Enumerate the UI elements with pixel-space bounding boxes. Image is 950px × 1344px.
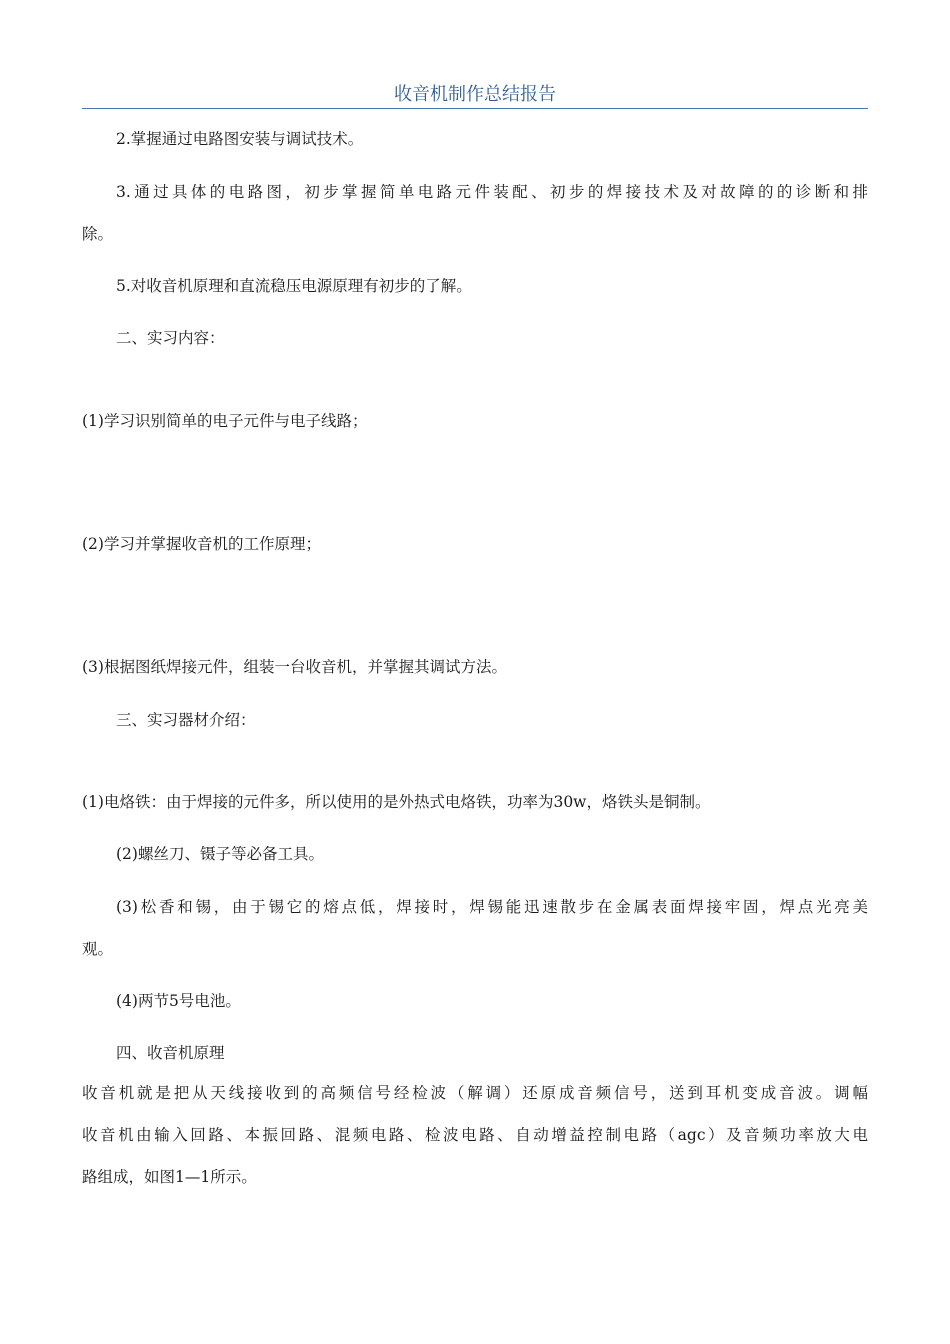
section-heading-practice-content: 二、实习内容： [116,329,225,347]
equipment-item-3-line-2: 观。 [82,940,114,958]
equipment-item-3-line-1: (3)松香和锡，由于锡它的熔点低，焊接时，焊锡能迅速散步在金属表面焊接牢固，焊点光亮美 [116,898,868,916]
principle-paragraph-line-3: 路组成，如图1—1所示。 [82,1168,257,1186]
principle-paragraph-line-2: 收音机由输入回路、本振回路、混频电路、检波电路、自动增益控制电路（agc）及音频功率放大电 [82,1126,868,1144]
objective-item-2: 2.掌握通过电路图安装与调试技术。 [116,130,364,148]
content-item-1: (1)学习识别简单的电子元件与电子线路； [82,412,368,430]
objective-item-3-line-1: 3.通过具体的电路图，初步掌握简单电路元件装配、初步的焊接技术及对故障的的诊断和排 [116,183,868,201]
principle-paragraph-line-1: 收音机就是把从天线接收到的高频信号经检波（解调）还原成音频信号，送到耳机变成音波。调幅 [82,1084,868,1102]
equipment-item-2: (2)螺丝刀、镊子等必备工具。 [116,845,324,863]
objective-item-5: 5.对收音机原理和直流稳压电源原理有初步的了解。 [116,277,472,295]
content-item-2: (2)学习并掌握收音机的工作原理； [82,535,321,553]
objective-item-3-line-2: 除。 [82,225,114,243]
content-item-3: (3)根据图纸焊接元件，组装一台收音机，并掌握其调试方法。 [82,658,507,676]
header-divider [82,108,868,109]
equipment-item-1: (1)电烙铁：由于焊接的元件多，所以使用的是外热式电烙铁，功率为30w，烙铁头是铜制。 [82,793,711,811]
equipment-item-4: (4)两节5号电池。 [116,992,241,1010]
section-heading-equipment: 三、实习器材介绍： [116,711,256,729]
header-title: 收音机制作总结报告 [394,84,556,105]
section-heading-radio-principle: 四、收音机原理 [116,1044,225,1062]
